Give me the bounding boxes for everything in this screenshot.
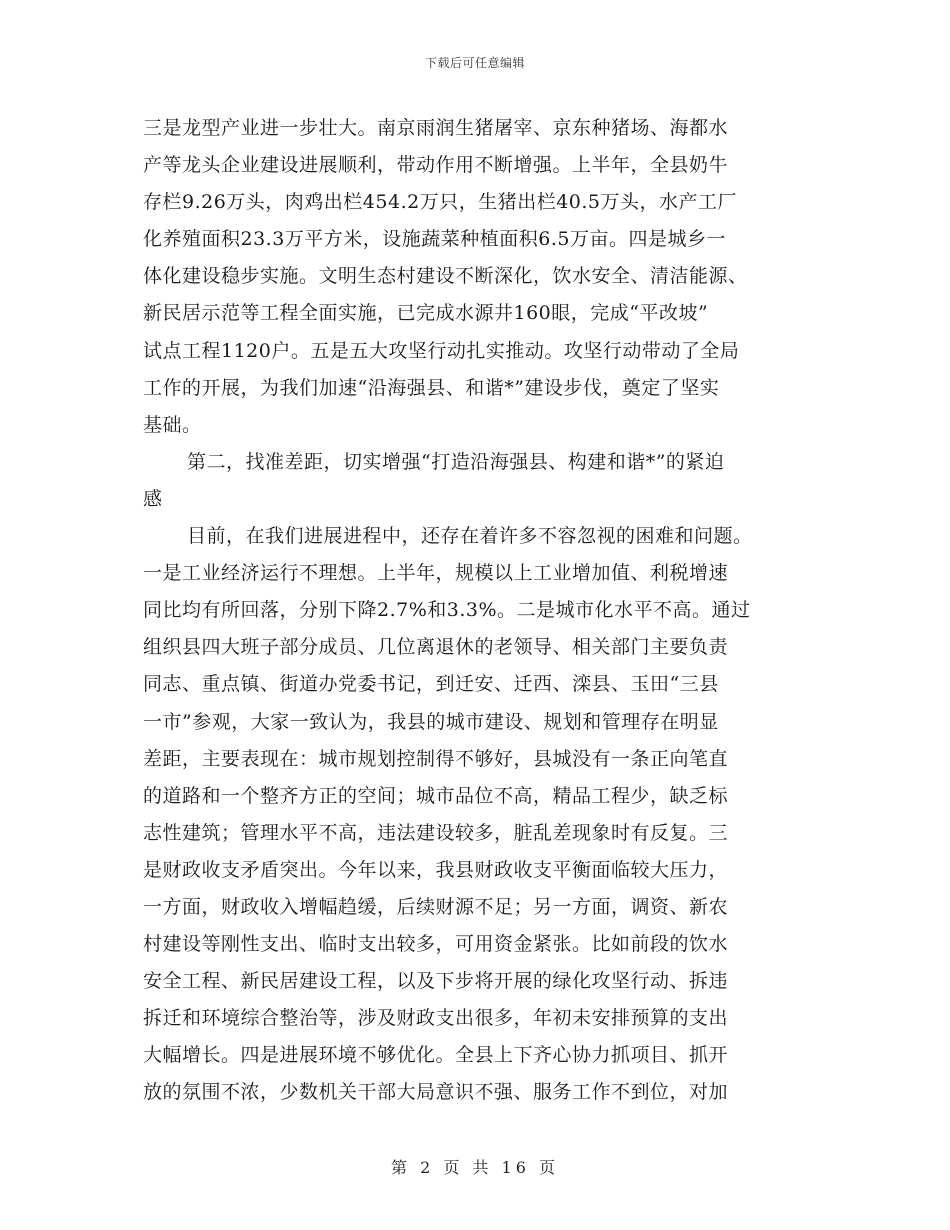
text-line: 产等龙头企业建设进展顺利，带动作用不断增强。上半年，全县奶牛 — [143, 154, 729, 177]
text-line: 工作的开展，为我们加速“沿海强县、和谐*”建设步伐，奠定了坚实 — [143, 376, 720, 399]
text-line: 是财政收支矛盾突出。今年以来，我县财政收支平衡面临较大压力， — [143, 858, 729, 881]
text-line: 体化建设稳步实施。文明生态村建设不断深化，饮水安全、清洁能源、 — [143, 265, 748, 288]
text-line: 同比均有所回落，分别下降2.7%和3.3%。二是城市化水平不高。通过 — [143, 599, 751, 622]
text-line: 一市”参观，大家一致认为，我县的城市建设、规划和管理存在明显 — [143, 710, 719, 733]
text-line: 志性建筑；管理水平不高，违法建设较多，脏乱差现象时有反复。三 — [143, 821, 729, 844]
text-line: 放的氛围不浓，少数机关干部大局意识不强、服务工作不到位，对加 — [143, 1081, 729, 1104]
text-line: 安全工程、新民居建设工程，以及下步将开展的绿化攻坚行动、拆违 — [143, 970, 729, 993]
text-line: 拆迁和环境综合整治等，涉及财政支出很多，年初未安排预算的支出 — [143, 1007, 729, 1030]
page-header: 下载后可任意编辑 — [424, 56, 525, 70]
paragraph-start: 目前，在我们进展进程中，还存在着许多不容忽视的困难和问题。 — [187, 525, 753, 548]
page-number-footer: 第 2 页 共 16 页 — [391, 1158, 559, 1177]
text-line: 存栏9.26万头，肉鸡出栏454.2万只，生猪出栏40.5万头，水产工厂 — [143, 191, 738, 214]
section-heading-continuation: 感 — [143, 487, 163, 510]
text-line: 村建设等刚性支出、临时支出较多，可用资金紧张。比如前段的饮水 — [143, 933, 729, 956]
text-line: 组织县四大班子部分成员、几位离退休的老领导、相关部门主要负责 — [143, 636, 729, 659]
text-line: 试点工程1120户。五是五大攻坚行动扎实推动。攻坚行动带动了全局 — [143, 339, 740, 362]
text-line: 化养殖面积23.3万平方米，设施蔬菜种植面积6.5万亩。四是城乡一 — [143, 228, 727, 251]
text-line: 差距，主要表现在：城市规划控制得不够好，县城没有一条正向笔直 — [143, 747, 729, 770]
text-line: 一是工业经济运行不理想。上半年，规模以上工业增加值、利税增速 — [143, 562, 729, 585]
text-line: 三是龙型产业进一步壮大。南京雨润生猪屠宰、京东种猪场、海都水 — [143, 117, 729, 139]
section-heading: 第二，找准差距，切实增强“打造沿海强县、构建和谐*”的紧迫 — [187, 450, 725, 473]
text-line: 的道路和一个整齐方正的空间；城市品位不高，精品工程少，缺乏标 — [143, 784, 729, 807]
text-line: 一方面，财政收入增幅趋缓，后续财源不足；另一方面，调资、新农 — [143, 895, 729, 918]
text-line: 大幅增长。四是进展环境不够优化。全县上下齐心协力抓项目、抓开 — [143, 1044, 729, 1067]
text-line: 基础。 — [143, 413, 202, 436]
document-body — [143, 110, 809, 1112]
text-line: 同志、重点镇、街道办党委书记，到迁安、迁西、滦县、玉田“三县 — [143, 673, 719, 696]
text-line: 新民居示范等工程全面实施，已完成水源井160眼，完成“平改坡” — [143, 302, 709, 325]
